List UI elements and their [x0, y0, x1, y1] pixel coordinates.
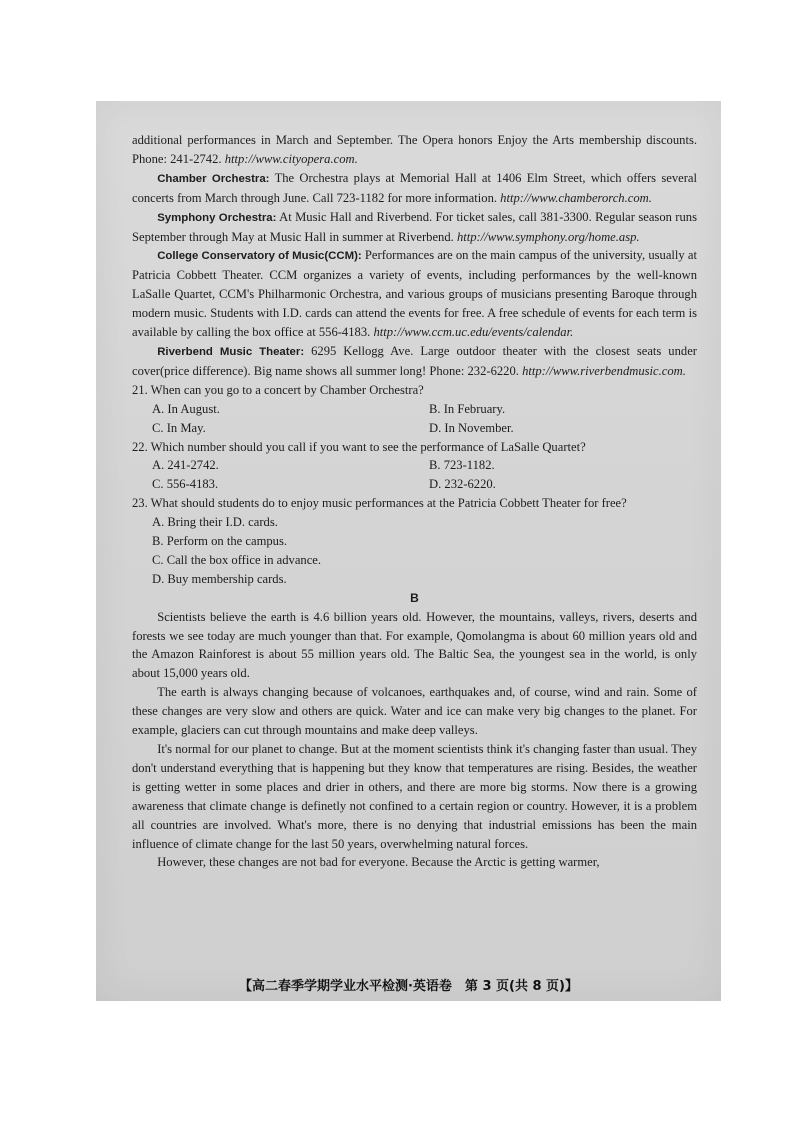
page-content	[132, 131, 697, 872]
q23-option-d[interactable]: D. Buy membership cards.	[152, 571, 287, 586]
q23-option-c[interactable]: C. Call the box office in advance.	[152, 552, 322, 567]
paragraph-symphony-orchestra	[132, 208, 697, 247]
exam-page	[96, 101, 721, 1001]
q22-option-c[interactable]: C. 556-4183.	[152, 477, 219, 492]
passage-b-paragraph-2: The earth is always changing because of volcanoes, earthquakes and, of course, wind and rain. Some of these changes are very slow and others are quick. Water and ice can make very big changes to the planet. For example, glaciers can cut through mountains and make deep valleys.	[132, 685, 697, 738]
chamber-orchestra-text: The Orchestra plays at Memorial Hall at 1406 Elm Street, which offers several concerts from March through June. Call 723-1182 for more information.	[132, 170, 697, 205]
q21-option-b[interactable]: B. In February.	[429, 401, 506, 416]
riverbend-url: http://www.riverbendmusic.com.	[522, 363, 686, 378]
ccm-label: College Conservatory of Music(CCM):	[157, 250, 362, 263]
section-b-heading: B	[410, 590, 419, 605]
q22-option-d[interactable]: D. 232-6220.	[429, 477, 496, 492]
chamber-orchestra-url: http://www.chamberorch.com.	[500, 190, 652, 205]
ccm-url: http://www.ccm.uc.edu/events/calendar.	[373, 325, 574, 340]
q21-option-a[interactable]: A. In August.	[152, 401, 220, 416]
opera-url: http://www.cityopera.com.	[224, 151, 358, 166]
paragraph-riverbend	[132, 342, 697, 381]
q21-option-d[interactable]: D. In November.	[429, 420, 514, 435]
q22-option-a[interactable]: A. 241-2742.	[152, 458, 219, 473]
question-22-options	[152, 456, 697, 494]
q21-option-c[interactable]: C. In May.	[152, 420, 206, 435]
symphony-orchestra-url: http://www.symphony.org/home.asp.	[456, 229, 640, 244]
passage-b-paragraph-3: It's normal for our planet to change. But at the moment scientists think it's changing faster than usual. They don't understand everything that is happening but they know that temperatures are rising. Besides, the weather is getting wetter in some places and drier in others, and there are more big storms. Now there is a growing awareness that climate change is definetly not confined to a certain region or country. However, it is a problem all countries are involved. What's more, there is no denying that industrial emissions has been the main influence of climate change for the last 50 years, overwhelming natural forces.	[132, 742, 697, 851]
q23-option-b[interactable]: B. Perform on the campus.	[152, 534, 288, 549]
question-23-options	[152, 513, 697, 589]
q22-option-b[interactable]: B. 723-1182.	[429, 458, 495, 473]
paragraph-chamber-orchestra	[132, 169, 697, 208]
question-21: 21. When can you go to a concert by Chamber Orchestra?	[132, 382, 424, 397]
passage-b-paragraph-1: Scientists believe the earth is 4.6 billion years old. However, the mountains, valleys, rivers, deserts and forests we see today are much younger than that. For example, Qomolangma is about 60 million years old and the Amazon Rainforest is about 55 million years old. The Baltic Sea, the youngest sea in the world, is only about 15,000 years old.	[132, 609, 697, 681]
passage-b-paragraph-4: However, these changes are not bad for everyone. Because the Arctic is getting warmer,	[157, 855, 600, 870]
question-23: 23. What should students do to enjoy music performances at the Patricia Cobbett Theater for free?	[132, 496, 627, 511]
ccm-text: Performances are on the main campus of the university, usually at Patricia Cobbett Theater. CCM organizes a variety of events, including performances by the well-known LaSalle Quartet, CCM's Philharmonic Orchestra, and various groups of musicians presenting Baroque through modern music. Students with I.D. cards can attend the events for free. A free schedule of events for each term is available by calling the box office at 556-4183.	[132, 248, 697, 340]
q23-option-a[interactable]: A. Bring their I.D. cards.	[152, 515, 278, 530]
symphony-orchestra-label: Symphony Orchestra:	[157, 211, 277, 224]
symphony-orchestra-text: At Music Hall and Riverbend. For ticket sales, call 381-3300. Regular season runs September through May at Music Hall in summer at Riverbend.	[132, 209, 697, 244]
riverbend-label: Riverbend Music Theater:	[157, 345, 305, 358]
chamber-orchestra-label: Chamber Orchestra:	[157, 172, 270, 185]
paragraph-ccm	[132, 246, 697, 342]
paragraph-opera	[132, 131, 697, 169]
question-22: 22. Which number should you call if you want to see the performance of LaSalle Quartet?	[132, 439, 586, 454]
question-21-options	[152, 400, 697, 438]
page-footer: 【高二春季学期学业水平检测·英语卷 第 3 页(共 8 页)】	[238, 979, 579, 994]
riverbend-text: 6295 Kellogg Ave. Large outdoor theater with the closest seats under cover(price difference). Big name shows all summer long! Phone: 232-6220.	[132, 343, 697, 378]
opera-text: additional performances in March and September. The Opera honors Enjoy the Arts membership discounts. Phone: 241-2742.	[132, 133, 697, 166]
